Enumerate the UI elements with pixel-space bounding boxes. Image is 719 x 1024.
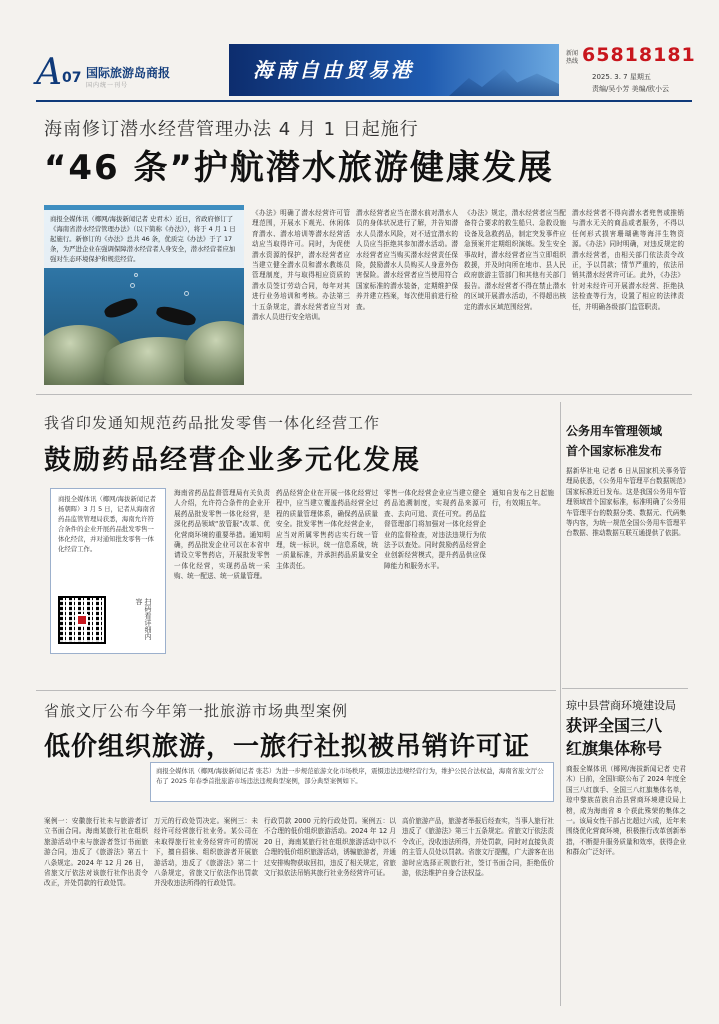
section-banner xyxy=(229,44,559,96)
article3-column: 万元的行政处罚决定。案例三：未经许可经营旅行社业务。某公司在未取得旅行社业务经营许可的情况下，擅自招徕、组织旅游者开展旅游活动，违反了《旅游法》第二十八条规定，省旅文厅依法作出罚款并没收违法所得的行政处罚。 xyxy=(154,817,258,888)
masthead-logo: 国际旅游岛商报 xyxy=(86,66,171,80)
qr-label: 扫码看详细内容 xyxy=(135,598,152,640)
side2-title-line2: 红旗集体称号 xyxy=(566,739,663,758)
hotline-label: 新闻热线 xyxy=(566,50,579,65)
article3-lead: 商报全媒体讯（椰网/海拔新闻记者 张芯）为进一步规范旅游文化市场秩序，震慑违法违规经营行为，维护公民合法权益，海南省旅文厅公布了 2025 年春季首批旅游市场违法违规典型案例，部分典型案例如下。 xyxy=(156,767,544,785)
article2-column: 通知自发布之日起施行，有效期五年。 xyxy=(492,489,554,508)
page-letter: A xyxy=(36,52,62,93)
article1-title: “46 条”护航潜水旅游健康发展 xyxy=(44,148,554,188)
article3-column: 行政罚款 2000 元的行政处罚。案例五：以不合理的低价组织旅游活动。2024 年 12 月 20 日，海南某旅行社在组织旅游活动中以不合理的低价组织旅游活动，诱骗旅游者，并通过安排购物获取回扣，违反了相关规定，省旅文厅拟依法吊销其旅行社业务经营许可证。 xyxy=(264,817,396,878)
article1-column: 《办法》规定，潜水经营者应当配备符合要求的救生船只、急救设施设备及急救药品，制定突发事件应急预案并定期组织演练。发生安全事故时，潜水经营者应当立即组织救援，并及时向所在地市、县人民政府旅游主管部门和其他有关部门报告。潜水经营者不得在禁止潜水的区域开展潜水活动，不得超出核定的潜水区域范围经营。 xyxy=(464,209,566,311)
hotline-number: 65818181 xyxy=(582,44,696,66)
article1-subtitle: 海南修订潜水经营管理办法 4 月 1 日起施行 xyxy=(44,119,419,140)
issue-date: 2025. 3. 7 星期五 xyxy=(592,73,651,81)
article2-column: 药品经营企业在开展一体化经营过程中，应当建立覆盖药品经营全过程的质量管理体系，确保药品质量安全。批发零售一体化经营企业，应当对所属零售药店实行统一管理，统一标识，统一信息系统，统一质量标准，并承担药品质量安全主体责任。 xyxy=(276,489,378,570)
side1-title-line2: 首个国家标准发布 xyxy=(566,444,663,458)
article2-column: 海南省药品监督管理局有关负责人介绍，允许符合条件的企业开展药品批发零售一体化经营，是深化药品领域“放管服”改革、优化营商环境的重要举措。通知明确，药品批发企业可以在本省申请设立零售药店，开展批发零售一体化经营，实现药品统一采购、统一配送、统一质量管理。 xyxy=(174,489,270,581)
coral-reef xyxy=(184,321,244,385)
side2-title-line1: 获评全国三八 xyxy=(566,716,663,735)
side2-subtitle: 琼中县营商环境建设局 xyxy=(566,699,676,712)
article1-lead: 商报全媒体讯（椰网/海拔新闻记者 史君木）近日，省政府修订了《海南省潜水经营管理办法》（以下简称《办法》），将于 4 月 1 日起施行。新修订的《办法》总共 46 条，优质完《办法》于了 17 条，为严进企业在强调保障潜水经营者人身安全，潜水经营者应加强对生态环境保护和规范经营。 xyxy=(44,210,244,268)
article2-title: 鼓励药品经营企业多元化发展 xyxy=(44,445,421,476)
header-divider xyxy=(36,100,692,102)
article3-title: 低价组织旅游，一旅行社拟被吊销许可证 xyxy=(44,732,531,762)
qr-logo xyxy=(76,614,88,626)
banner-title: 海南自由贸易港 xyxy=(253,58,414,82)
article3-column: 案例一：安徽旅行社未与旅游者订立书面合同。海南某旅行社在组织旅游活动中未与旅游者签订书面旅游合同，违反了《旅游法》第五十八条规定。2024 年 12 月 26 日，省旅文厅依法对该旅行社作出责令改正，并处罚款的行政处罚。 xyxy=(44,817,148,888)
side2-body: 商报全媒体讯（椰网/海拔新闻记者 史君木）日前，全国妇联公布了 2024 年度全国三八红旗手、全国三八红旗集体名单，琼中黎族苗族自治县营商环境建设局上榜，成为海南省 8 个获此殊荣的集体之一。该局女性干部占比超过六成，近年来围绕优化营商环境，积极推行改革创新举措，不断提升服务质量和效率，获得企业和群众广泛好评。 xyxy=(566,765,686,857)
side1-title-line1: 公务用车管理领域 xyxy=(566,424,663,438)
article3-subtitle: 省旅文厅公布今年第一批旅游市场典型案例 xyxy=(44,702,349,720)
article2-lead: 商报全媒体讯（椰网/海拔新闻记者 杨朝晖）3 月 5 日，记者从海南省药品监管管理局获悉，海南允许符合条件的企业开展药品批发零售一体化经营，并对通知批发零售一体化经营工作。 xyxy=(58,495,157,553)
sidebar-divider xyxy=(560,402,561,1006)
page-number: 07 xyxy=(62,70,82,86)
section-divider xyxy=(36,394,692,395)
bubble xyxy=(134,273,138,277)
article1-column: 《办法》明确了潜水经营许可管理范围，开展水下观光、休闲体育潜水、潜水培训等潜水经营活动应当取得许可。同时，为促使潜水资源的保护，潜水经营者应当建立健全潜水员和潜水教练员管理制度，并与取得相应资质的潜水员签订劳动合同，每年对其进行业务培训和考核。办法第三十五条规定，潜水经营者应当对潜水人员进行安全培训。 xyxy=(252,209,350,322)
editor-credits: 责编/吴小芳 美编/欧小云 xyxy=(592,85,669,93)
scuba-diver xyxy=(155,304,197,328)
article2-column: 零售一体化经营企业应当建立健全药品追溯制度，实现药品来源可查、去向可追、责任可究。药品监督管理部门将加强对一体化经营企业的监督检查，对违法违规行为依法予以查处。同时鼓励药品经营企业创新经营模式，提升药品供应保障能力和服务水平。 xyxy=(384,489,486,570)
article1-column: 潜水经营者应当在潜水前对潜水人员的身体状况进行了解，并告知潜水人员潜水风险，对不适宜潜水的人员应当拒绝其参加潜水活动。潜水经营者应当购买潜水经营责任保险，鼓励潜水人员购买人身意外伤害保险。潜水经营者应当使用符合国家标准的潜水装备，定期维护保养并建立档案，每次使用前进行检查。 xyxy=(356,209,458,311)
article2-subtitle: 我省印发通知规范药品批发零售一体化经营工作 xyxy=(44,414,381,432)
sidebar-divider xyxy=(562,688,688,689)
scuba-diver xyxy=(103,296,140,321)
section-divider xyxy=(36,690,556,691)
banner-skyline-graphic xyxy=(449,66,559,96)
bubble xyxy=(130,283,135,288)
bubble xyxy=(184,291,189,296)
article3-column: 高价旅游产品，旅游者举报后经查实，当事人旅行社违反了《旅游法》第三十五条规定。省旅文厅依法责令改正，没收违法所得，并处罚款，同时对直接负责的主管人员处以罚款。省旅文厅提醒，广大游客在出游时应选择正规旅行社，签订书面合同，拒绝低价游，依法维护自身合法权益。 xyxy=(402,817,554,878)
masthead-subtitle: 国内统一刊号 xyxy=(86,82,129,89)
side1-body: 据新华社电 记者 6 日从国家机关事务管理局获悉，《公务用车管理平台数据规范》国家标准近日发布。这是我国公务用车管理领域首个国家标准，标准明确了公务用车管理平台的数据分类、数据元、代码集等内容，为统一规范全国公务用车管理平台数据、推动数据互联互通提供了依据。 xyxy=(566,467,686,538)
article1-column: 潜水经营者不得向潜水者兜售或推销与潜水无关的商品或者服务，不得以任何形式损害珊瑚礁等海洋生物资源。《办法》同时明确，对违反规定的潜水经营者，由相关部门依法责令改正，予以罚款；情节严重的，依法吊销其潜水经营许可证。此外，《办法》针对未经许可开展潜水经营、拒绝执法检查等行为，设置了相应的法律责任，并明确各级部门监管职责。 xyxy=(572,209,684,311)
